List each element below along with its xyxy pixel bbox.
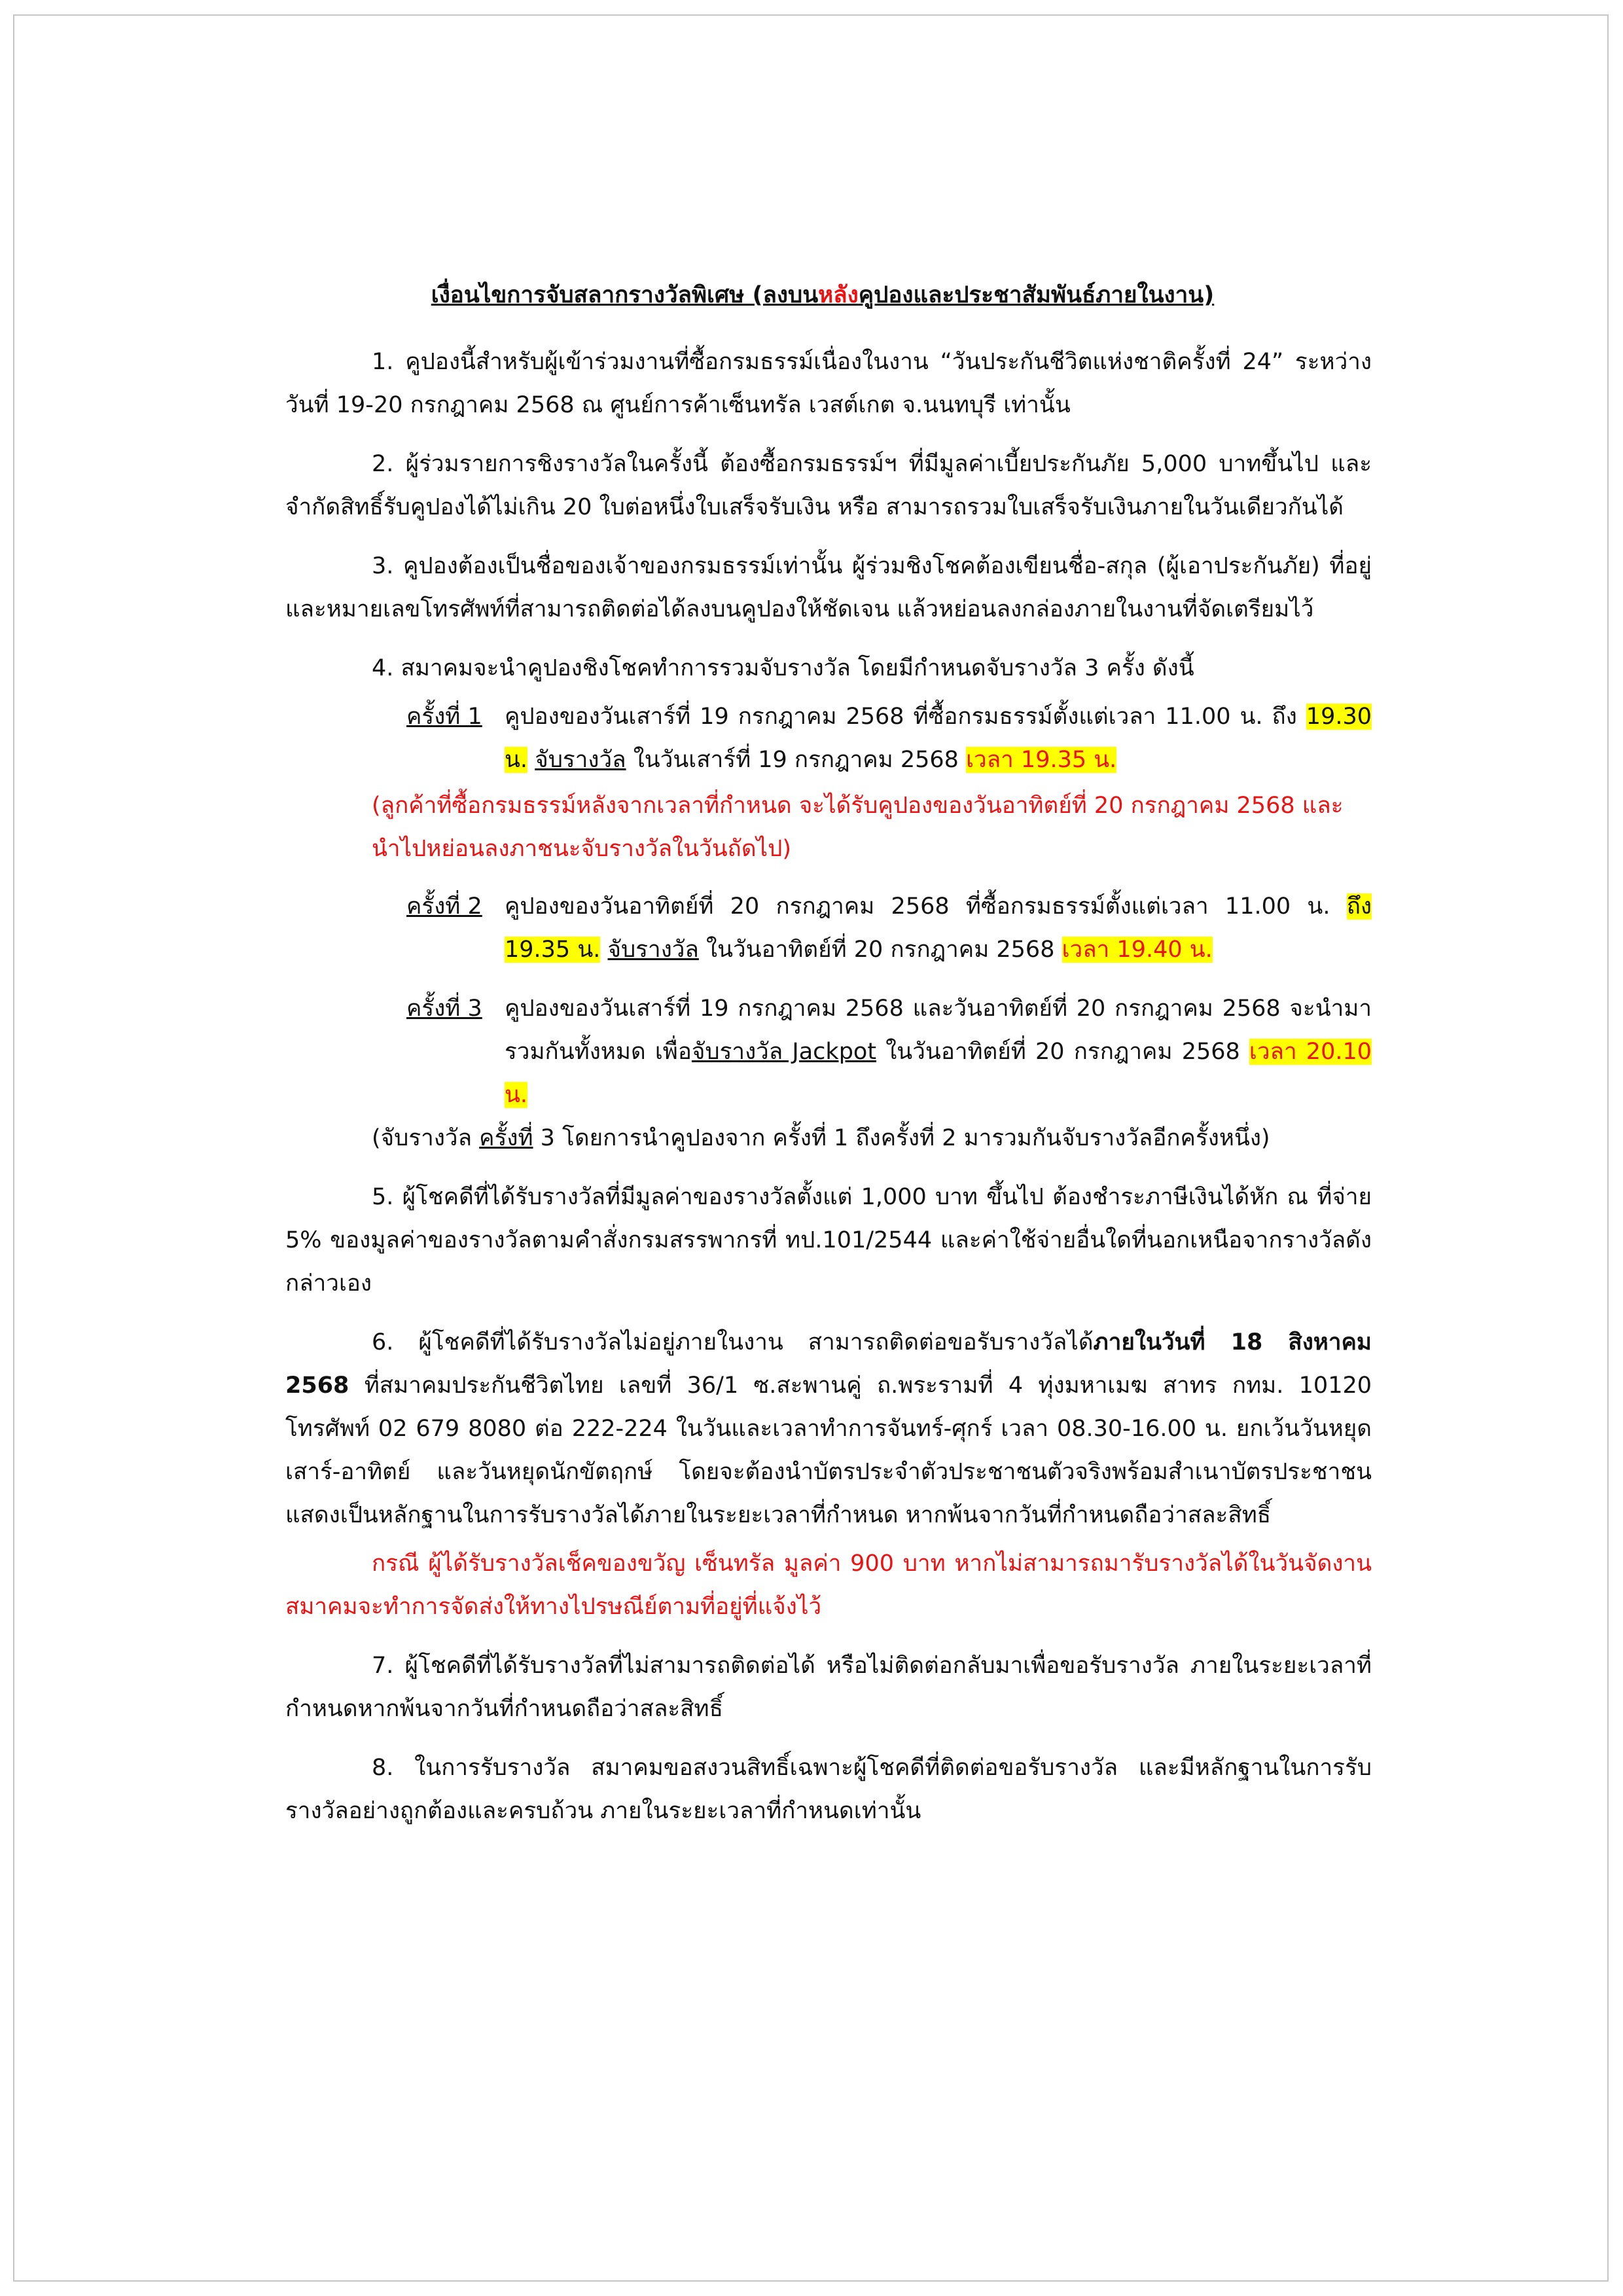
clause-6-text-b: ที่สมาคมประกันชีวิตไทย เลขที่ 36/1 ซ.สะพานคู่ ถ.พระรามที่ 4 ทุ่งมหาเมฆ สาทร กทม. 10120 โทรศัพท์ 02 679 8080 ต่อ 222-224 ในวันและเวลาทำการจันทร์-ศุกร์ เวลา 08.30-16.00 น. ยกเว้นวันหยุดเสาร์-อาทิตย์ และวันหยุดนักขัตฤกษ์ โดยจะต้องนำบัตรประจำตัวประชาชนตัวจริงพร้อมสำเนาบัตรประชาชน แสดงเป็นหลักฐานในการรับรางวัลได้ภายในระยะเวลาที่กำหนด หากพ้นจากวันที่กำหนดถือว่าสละสิทธิ์ (285, 1372, 1372, 1528)
round-3-text-b: ในวันอาทิตย์ที่ 20 กรกฎาคม 2568 (876, 1039, 1249, 1065)
clause-1: 1. คูปองนี้สำหรับผู้เข้าร่วมงานที่ซื้อกรมธรรม์เนื่องในงาน “วันประกันชีวิตแห่งชาติครั้งที่ 24” ระหว่างวันที่ 19-20 กรกฎาคม 2568 ณ ศูนย์การค้าเซ็นทรัล เวสต์เกต จ.นนทบุรี เท่านั้น (285, 349, 1372, 418)
round-3-note-label: ครั้งที่ (479, 1125, 533, 1151)
document-body (285, 274, 1372, 1833)
clause-5: 5. ผู้โชคดีที่ได้รับรางวัลที่มีมูลค่าของรางวัลตั้งแต่ 1,000 บาท ขึ้นไป ต้องชำระภาษีเงินได้หัก ณ ที่จ่าย 5% ของมูลค่าของรางวัลตามคำสั่งกรมสรรพากรที่ ทป.101/2544 และค่าใช้จ่ายอื่นใดที่นอกเหนือจากรางวัลดังกล่าวเอง (285, 1184, 1372, 1297)
clause-6-deadline: ภายในวันที่ 18 สิงหาคม 2568 (285, 1329, 1372, 1399)
round-2-text (505, 885, 1372, 971)
round-1-draw-time: เวลา 19.35 น. (966, 747, 1117, 773)
round-2-cutoff: ถึง 19.35 น. (505, 893, 1372, 963)
round-3-draw-label: จับรางวัล Jackpot (691, 1039, 877, 1065)
title-text-after: คูปองและประชาสัมพันธ์ภายในงาน) (858, 282, 1215, 308)
round-2-label: ครั้งที่ 2 (406, 893, 482, 920)
round-3-text (505, 987, 1372, 1117)
clause-6-text-a: 6. ผู้โชคดีที่ได้รับรางวัลไม่อยู่ภายในงาน สามารถติดต่อขอรับรางวัลได้ (372, 1329, 1094, 1355)
draw-round-1 (285, 695, 1372, 781)
round-1-cutoff: 19.30 น. (505, 704, 1372, 773)
clause-8: 8. ในการรับรางวัล สมาคมขอสงวนสิทธิ์เฉพาะผู้โชคดีที่ติดต่อขอรับรางวัล และมีหลักฐานในการรับรางวัลอย่างถูกต้องและครบถ้วน ภายในระยะเวลาที่กำหนดเท่านั้น (285, 1755, 1372, 1824)
round-1-note: (ลูกค้าที่ซื้อกรมธรรม์หลังจากเวลาที่กำหนด จะได้รับคูปองของวันอาทิตย์ที่ 20 กรกฎาคม 2568 และนำไปหย่อนลงภาชนะจับรางวัลในวันถัดไป) (372, 793, 1344, 862)
clause-4: 4. สมาคมจะนำคูปองชิงโชคทำการรวมจับรางวัล โดยมีกำหนดจับรางวัล 3 ครั้ง ดังนี้ (372, 655, 1194, 681)
clause-6 (285, 1321, 1372, 1537)
clause-7: 7. ผู้โชคดีที่ได้รับรางวัลที่ไม่สามารถติดต่อได้ หรือไม่ติดต่อกลับมาเพื่อขอรับรางวัล ภายในระยะเวลาที่กำหนดหากพ้นจากวันที่กำหนดถือว่าสละสิทธิ์ (285, 1653, 1372, 1722)
round-3-draw-time: เวลา 20.10 น. (505, 1039, 1372, 1108)
round-3-label: ครั้งที่ 3 (406, 996, 482, 1022)
round-2-text-b: ในวันอาทิตย์ที่ 20 กรกฎาคม 2568 (698, 937, 1062, 963)
round-1-label: ครั้งที่ 1 (406, 704, 482, 730)
title-text-before: เงื่อนไขการจับสลากรางวัลพิเศษ (ลงบน (431, 282, 819, 308)
round-3-text-a: คูปองของวันเสาร์ที่ 19 กรกฎาคม 2568 และวันอาทิตย์ที่ 20 กรกฎาคม 2568 จะนำมารวมกันทั้งหมด เพื่อ (505, 996, 1372, 1065)
round-1-draw-label: จับรางวัล (535, 747, 626, 773)
clause-2: 2. ผู้ร่วมรายการชิงรางวัลในครั้งนี้ ต้องซื้อกรมธรรม์ฯ ที่มีมูลค่าเบี้ยประกันภัย 5,000 บาทขึ้นไป และจำกัดสิทธิ์รับคูปองได้ไม่เกิน 20 ใบต่อหนึ่งใบเสร็จรับเงิน หรือ สามารถรวมใบเสร็จรับเงินภายในวันเดียวกันได้ (285, 451, 1372, 520)
title-emphasis-back: หลัง (818, 282, 859, 308)
draw-round-3 (285, 987, 1372, 1117)
round-3-note-a: (จับรางวัล (372, 1125, 480, 1151)
round-2-text-a: คูปองของวันอาทิตย์ที่ 20 กรกฎาคม 2568 ที่ซื้อกรมธรรม์ตั้งแต่เวลา 11.00 น. (505, 893, 1347, 920)
round-1-text (505, 695, 1372, 781)
round-1-text-a: คูปองของวันเสาร์ที่ 19 กรกฎาคม 2568 ที่ซื้อกรมธรรม์ตั้งแต่เวลา 11.00 น. ถึง (505, 704, 1306, 730)
clause-3: 3. คูปองต้องเป็นชื่อของเจ้าของกรมธรรม์เท่านั้น ผู้ร่วมชิงโชคต้องเขียนชื่อ-สกุล (ผู้เอาประกันภัย) ที่อยู่ และหมายเลขโทรศัพท์ที่สามารถติดต่อได้ลงบนคูปองให้ชัดเจน แล้วหย่อนลงกล่องภายในงานที่จัดเตรียมไว้ (285, 553, 1372, 622)
round-2-draw-label: จับรางวัล (607, 937, 699, 963)
round-2-draw-time: เวลา 19.40 น. (1061, 937, 1213, 963)
clause-6-note: กรณี ผู้ได้รับรางวัลเช็คของขวัญ เซ็นทรัล มูลค่า 900 บาท หากไม่สามารถมารับรางวัลได้ในวันจัดงาน สมาคมจะทำการจัดส่งให้ทางไปรษณีย์ตามที่อยู่ที่แจ้งไว้ (285, 1551, 1372, 1620)
round-1-text-b: ในวันเสาร์ที่ 19 กรกฎาคม 2568 (626, 747, 967, 773)
round-3-note-b: 3 โดยการนำคูปองจาก ครั้งที่ 1 ถึงครั้งที่ 2 มารวมกันจับรางวัลอีกครั้งหนึ่ง) (533, 1125, 1270, 1151)
round-3-note (285, 1117, 1372, 1160)
draw-round-2 (285, 885, 1372, 971)
document-title (274, 274, 1372, 317)
